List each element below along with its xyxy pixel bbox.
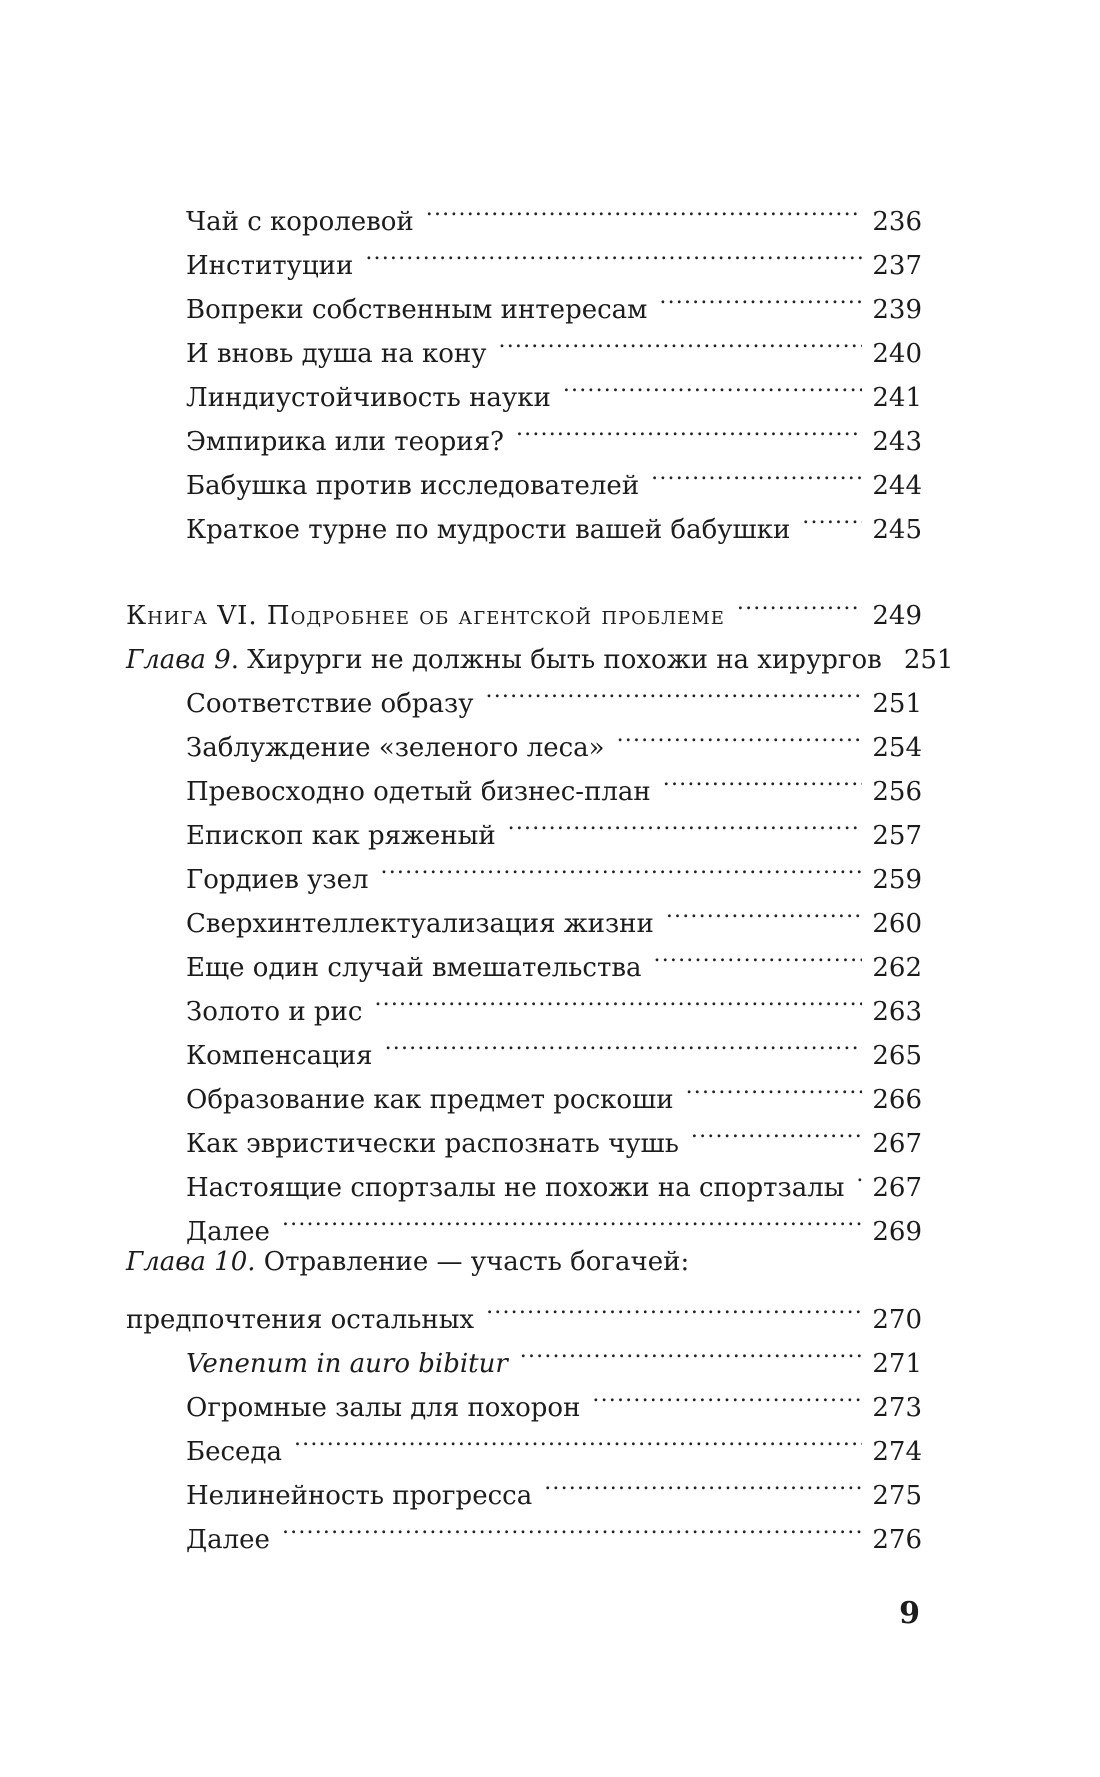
toc-book-entry bbox=[126, 580, 922, 631]
toc-entry-page: 266 bbox=[872, 1085, 922, 1115]
toc-entry-page: 239 bbox=[872, 295, 922, 325]
dot-leader bbox=[563, 362, 863, 406]
dot-leader bbox=[691, 1108, 862, 1152]
dot-leader bbox=[651, 450, 862, 494]
toc-entry-title: Превосходно одетый бизнес-план bbox=[186, 777, 651, 807]
chapter-name: Отравление — участь богачей: bbox=[255, 1247, 690, 1277]
toc-entry-page: 273 bbox=[872, 1393, 922, 1423]
toc-entry-page: 245 bbox=[872, 515, 922, 545]
toc-entry-page: 265 bbox=[872, 1041, 922, 1071]
dot-leader bbox=[663, 756, 863, 800]
toc-entry-page: 240 bbox=[872, 339, 922, 369]
book-title: Книга VI. Подробнее об агентской проблеме bbox=[126, 601, 725, 631]
toc-entry-title: Золото и рис bbox=[186, 997, 363, 1027]
toc-entry-title: Venenum in auro bibitur bbox=[186, 1349, 508, 1379]
toc-entry-title: Вопреки собственным интересам bbox=[186, 295, 648, 325]
toc-entry-title: Гордиев узел bbox=[186, 865, 369, 895]
dot-leader bbox=[686, 1064, 863, 1108]
dot-leader bbox=[426, 186, 863, 230]
toc-entry-page: 249 bbox=[872, 601, 922, 631]
toc-entry-title: Епископ как ряженый bbox=[186, 821, 496, 851]
dot-leader bbox=[666, 888, 863, 932]
toc-entry-page: 267 bbox=[872, 1129, 922, 1159]
dot-leader bbox=[592, 1372, 862, 1416]
dot-leader bbox=[508, 800, 863, 844]
toc-entry-page: 275 bbox=[872, 1481, 922, 1511]
toc-entry bbox=[126, 186, 922, 237]
dot-leader bbox=[282, 1504, 862, 1548]
toc-entry-title: Как эвристически распознать чушь bbox=[186, 1129, 679, 1159]
dot-leader bbox=[617, 712, 863, 756]
toc-entry-title: Линдиустойчивость науки bbox=[186, 383, 551, 413]
toc-entry-title: Далее bbox=[186, 1217, 270, 1247]
toc-entry-page: 256 bbox=[872, 777, 922, 807]
dot-leader bbox=[856, 1152, 862, 1196]
toc-entry-title: И вновь душа на кону bbox=[186, 339, 487, 369]
toc-entry-page: 251 bbox=[903, 645, 954, 675]
toc-entry-page: 241 bbox=[872, 383, 922, 413]
toc-chapter-entry-continued bbox=[126, 1284, 922, 1335]
chapter-label: Глава 10. bbox=[126, 1247, 256, 1277]
toc-entry-page: 254 bbox=[872, 733, 922, 763]
toc-entry-page: 244 bbox=[872, 471, 922, 501]
toc-entry-title: Еще один случай вмешательства bbox=[186, 953, 642, 983]
toc-entry-page: 257 bbox=[872, 821, 922, 851]
toc-entry-page: 263 bbox=[872, 997, 922, 1027]
chapter-label: Глава 9 bbox=[126, 645, 231, 675]
toc-entry-title: Институции bbox=[186, 251, 354, 281]
dot-leader bbox=[737, 580, 862, 624]
dot-leader bbox=[486, 668, 863, 712]
toc-entry-page: 237 bbox=[872, 251, 922, 281]
table-of-contents bbox=[126, 186, 954, 1555]
dot-leader bbox=[385, 1020, 863, 1064]
toc-entry-page: 276 bbox=[872, 1525, 922, 1555]
toc-entry-title: Огромные залы для похорон bbox=[186, 1393, 581, 1423]
dot-leader bbox=[282, 1196, 862, 1240]
toc-entry-title: Бабушка против исследователей bbox=[186, 471, 640, 501]
dot-leader bbox=[520, 1328, 863, 1372]
chapter-name: . Хирурги не должны быть похожи на хирургов bbox=[230, 645, 882, 675]
toc-entry-page: 274 bbox=[872, 1437, 922, 1467]
toc-entry-page: 243 bbox=[872, 427, 922, 457]
toc-entry-title: Нелинейность прогресса bbox=[186, 1481, 533, 1511]
dot-leader bbox=[654, 932, 863, 976]
toc-entry-title: Сверхинтеллектуализация жизни bbox=[186, 909, 654, 939]
dot-leader bbox=[659, 274, 862, 318]
toc-entry-title: Чай с королевой bbox=[186, 207, 414, 237]
dot-leader bbox=[802, 494, 862, 538]
chapter-name-continued: предпочтения остальных bbox=[126, 1305, 475, 1335]
dot-leader bbox=[544, 1460, 862, 1504]
toc-entry-page: 259 bbox=[872, 865, 922, 895]
toc-entry-page: 236 bbox=[872, 207, 922, 237]
toc-entry-title: Беседа bbox=[186, 1437, 282, 1467]
toc-entry-page: 271 bbox=[872, 1349, 922, 1379]
toc-entry-page: 262 bbox=[872, 953, 922, 983]
toc-entry-page: 267 bbox=[872, 1173, 922, 1203]
dot-leader bbox=[516, 406, 862, 450]
dot-leader bbox=[294, 1416, 862, 1460]
toc-entry-title: Компенсация bbox=[186, 1041, 373, 1071]
toc-entry-title: Образование как предмет роскоши bbox=[186, 1085, 674, 1115]
toc-entry-page: 251 bbox=[872, 689, 922, 719]
dot-leader bbox=[381, 844, 863, 888]
page-number: 9 bbox=[899, 1596, 920, 1631]
toc-entry-page: 269 bbox=[872, 1217, 922, 1247]
toc-entry-title: Соответствие образу bbox=[186, 689, 474, 719]
toc-entry-title: Заблуждение «зеленого леса» bbox=[186, 733, 605, 763]
dot-leader bbox=[499, 318, 863, 362]
toc-entry-title: Эмпирика или теория? bbox=[186, 427, 504, 457]
toc-entry-title: Настоящие спортзалы не похожи на спортзалы bbox=[186, 1173, 845, 1203]
toc-entry-page: 260 bbox=[872, 909, 922, 939]
dot-leader bbox=[486, 1284, 862, 1328]
toc-entry-title: Далее bbox=[186, 1525, 270, 1555]
dot-leader bbox=[374, 976, 862, 1020]
toc-entry-page: 270 bbox=[872, 1305, 922, 1335]
toc-chapter-entry bbox=[126, 1240, 922, 1284]
dot-leader bbox=[365, 230, 862, 274]
toc-entry-title: Краткое турне по мудрости вашей бабушки bbox=[186, 515, 791, 545]
